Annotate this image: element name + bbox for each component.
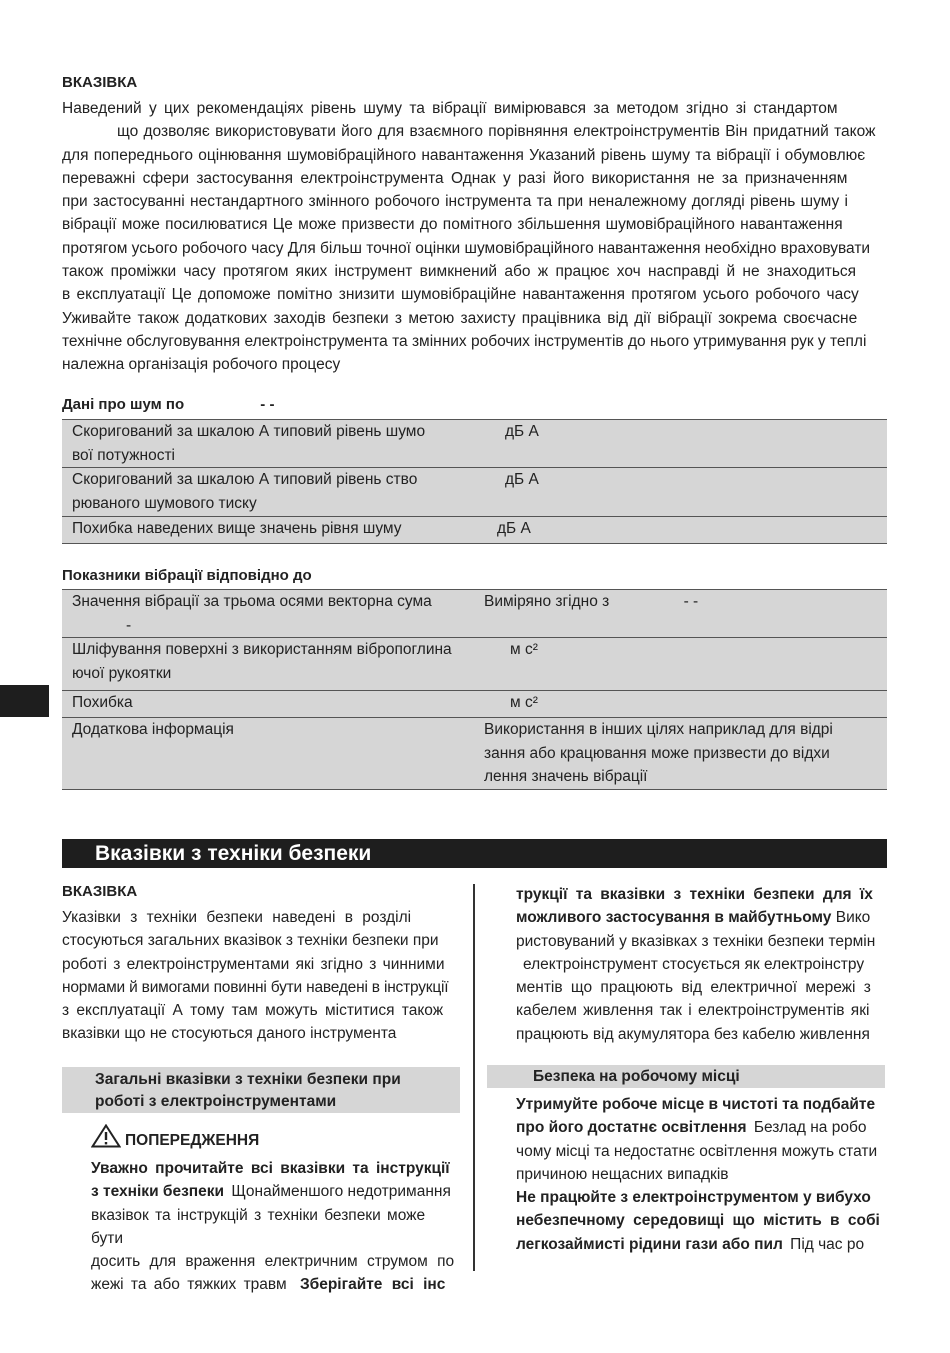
intro-line: ментів що працюють від електричної мережі з: [516, 979, 871, 997]
vibration-label: Похибка: [72, 694, 133, 711]
notice2-line: нормами й вимогами повинні бути наведені в інструкції: [62, 978, 449, 996]
value-line: зання або крацювання може призвести до відхи: [484, 744, 830, 762]
safety-line: причиною нещасних випадків: [516, 1165, 729, 1183]
label-line: ючої рукоятки: [72, 664, 172, 682]
intro-line: [516, 906, 887, 929]
vibration-value: м с²: [510, 641, 538, 658]
label-line: Похибка наведених вище значень рівня шуму: [72, 520, 402, 537]
notice2-line: з експлуатації А тому там можуть міститися також: [62, 1002, 444, 1020]
table-row: [62, 467, 887, 516]
safety-line: [516, 1116, 887, 1139]
table-row: [62, 690, 887, 717]
vibration-value: [484, 590, 879, 614]
workplace-safety-body: [516, 1093, 887, 1256]
noise-title-text: Дані про шум по: [62, 396, 185, 413]
noise-title: [62, 396, 274, 413]
intro-line: кабелем живлення так і електроінструментів які: [516, 1002, 870, 1020]
label-line: -: [126, 616, 132, 634]
intro-line: електроінструмент стосується як електроінстру: [523, 955, 865, 973]
intro-line: трукції та вказівки з техніки безпеки для їх: [516, 886, 873, 903]
noise-table: [62, 419, 887, 544]
warning-line: вказівок та інструкцій з техніки безпеки може бути: [91, 1206, 426, 1247]
notice2-line: Указівки з техніки безпеки наведені в розділі: [62, 909, 412, 926]
intro-line: працюють від акумулятора без кабелю живлення: [516, 1025, 870, 1043]
notice-line: вібрації може посилюватися Це може призвести до помітного збільшення шумовібраційного навантаження: [62, 216, 843, 234]
noise-label: [72, 468, 462, 515]
label-line: Скоригований за шкалою А типовий рівень шумо: [72, 423, 426, 440]
label-line: Шліфування поверхні з використанням вібропоглина: [72, 641, 452, 658]
notice-line: Наведений у цих рекомендаціях рівень шуму та вібрації вимірювався за методом згідно зі стандартом: [62, 100, 838, 117]
noise-value: дБ А: [505, 423, 539, 440]
warning-heading: [91, 1124, 259, 1153]
noise-value: дБ А: [505, 471, 539, 488]
safety-line: Не працюйте з електроінструментом у вибухо: [516, 1189, 871, 1207]
notice2-line: роботі з електроінструментами які згідно з чинними: [62, 955, 445, 973]
label-line: Значення вібрації за трьома осями векторна сума: [72, 593, 432, 610]
notice-line: що дозволяє використовувати його для взаємного порівняння електроінструментів Він придатний також: [117, 123, 876, 141]
warning-body: [91, 1157, 461, 1297]
label-line: вої потужності: [72, 446, 176, 464]
notice-line: переважні сфери застосування електроінструмента Однак у разі його використання не за призначенням: [62, 169, 848, 187]
notice-title: ВКАЗІВКА: [62, 74, 138, 91]
notice-line: при застосуванні нестандартного змінного робочого інструмента та при неналежному догляді рівень шуму і: [62, 193, 848, 211]
notice-body: [62, 97, 887, 377]
warning-line: досить для враження електричним струмом по: [91, 1253, 455, 1271]
warning-text: жежі та або тяжких травм: [91, 1276, 287, 1294]
value-text: Виміряно згідно з: [484, 593, 610, 610]
side-tab-marker: [0, 685, 49, 717]
warning-title: ПОПЕРЕДЖЕННЯ: [125, 1132, 260, 1149]
warning-triangle-icon: [91, 1124, 121, 1153]
right-col-intro: [516, 883, 887, 1046]
warning-bold: з техніки безпеки: [91, 1183, 225, 1201]
box-line: Загальні вказівки з техніки безпеки при: [95, 1071, 401, 1088]
warning-line: [91, 1180, 461, 1203]
label-line: Скоригований за шкалою А типовий рівень ство: [72, 471, 418, 488]
safety-bold: легкозаймисті рідини гази або пил: [516, 1235, 783, 1253]
safety-line: чому місці та недостатнє освітлення можуть стати: [516, 1142, 878, 1160]
vibration-title: Показники вібрації відповідно до: [62, 567, 312, 584]
warning-bold: Зберігайте всі інс: [299, 1276, 446, 1294]
table-row: [62, 516, 887, 544]
safety-text: Безлад на робо: [753, 1119, 867, 1137]
safety-text: Під час ро: [790, 1235, 865, 1253]
safety-line: Утримуйте робоче місце в чистоті та подбайте: [516, 1096, 876, 1113]
value-suffix: - -: [683, 593, 699, 610]
value-line: Використання в інших цілях наприклад для відрі: [484, 721, 833, 738]
table-row: [62, 717, 887, 790]
safety-bold: про його достатнє освітлення: [516, 1119, 747, 1137]
vibration-value: м с²: [510, 694, 538, 711]
vibration-label: [72, 590, 462, 637]
notice2-title: ВКАЗІВКА: [62, 883, 138, 900]
noise-label: [72, 517, 462, 541]
notice2-line: вказівки що не стосуються даного інструмента: [62, 1025, 397, 1043]
safety-line: [516, 1233, 887, 1256]
general-safety-box: [62, 1067, 460, 1113]
warning-line: Уважно прочитайте всі вказівки та інструкції: [91, 1160, 450, 1177]
workplace-safety-box: [487, 1065, 885, 1088]
noise-label: [72, 420, 462, 467]
vibration-table: [62, 589, 887, 790]
vibration-label: Додаткова інформація: [72, 721, 234, 738]
warning-line: [91, 1273, 461, 1296]
notice2-line: стосуються загальних вказівок з техніки безпеки при: [62, 932, 439, 950]
intro-line: ристовуваний у вказівках з техніки безпеки термін: [516, 932, 876, 950]
table-row: [62, 419, 887, 467]
notice-line: для попереднього оцінювання шумовібраційного навантаження Указаний рівень шуму та вібрації і обумовлює: [62, 146, 866, 164]
notice-line: технічне обслуговування електроінструмента та змінних робочих інструментів до нього утримування рук у теплі: [62, 332, 867, 350]
label-line: рюваного шумового тиску: [72, 494, 257, 512]
column-divider: [473, 884, 475, 1271]
notice-line: належна організація робочого процесу: [62, 356, 341, 374]
value-line: лення значень вібрації: [484, 768, 648, 785]
notice-line: протягом усього робочого часу Для більш точної оцінки шумовібраційного навантаження необхідно враховувати: [62, 239, 871, 257]
vibration-value: [484, 718, 879, 789]
warning-text: Щонайменшого недотримання: [231, 1183, 451, 1201]
section-heading: Вказівки з техніки безпеки: [62, 839, 887, 868]
notice2-body: [62, 906, 462, 1046]
notice-line: в експлуатації Це допоможе помітно знизити шумовібраційне навантаження протягом усього робочого часу: [62, 286, 859, 304]
intro-text: Вико: [835, 909, 871, 927]
intro-bold: можливого застосування в майбутньому: [516, 909, 832, 927]
vibration-label: [72, 638, 462, 685]
noise-value: дБ А: [497, 520, 531, 537]
notice-line: Уживайте також додаткових заходів безпеки з метою захисту працівника від дії вібрації зокрема своєчасне: [62, 309, 858, 327]
table-row: [62, 589, 887, 637]
notice-line: також проміжки часу протягом яких інструмент вимкнений або ж працює хоч насправді й не знаходиться: [62, 263, 857, 281]
box-title: Безпека на робочому місці: [533, 1068, 740, 1085]
safety-line: небезпечному середовищі що містить в собі: [516, 1212, 880, 1230]
table-row: [62, 637, 887, 690]
box-line: роботі з електроінструментами: [95, 1093, 337, 1110]
noise-title-suffix: - -: [260, 396, 275, 413]
